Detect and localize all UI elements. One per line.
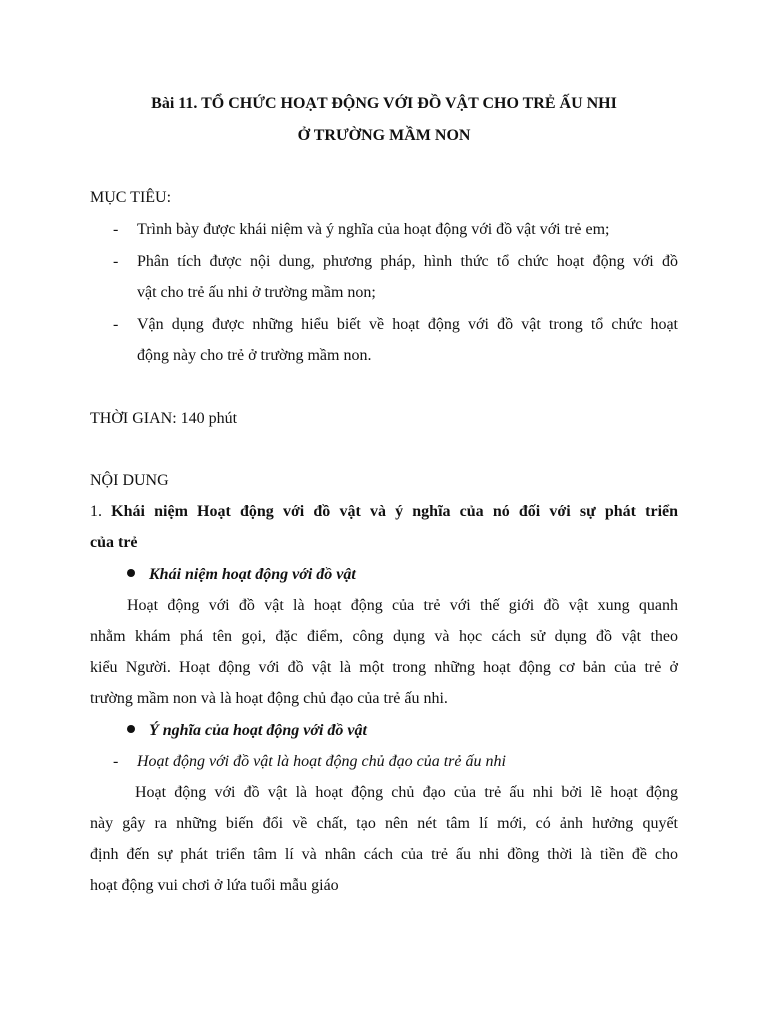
section-1-title: Khái niệm Hoạt động với đồ vật và ý nghĩa của nó đối với sự phát triển <box>111 503 679 520</box>
objective-1-dash: - <box>113 221 119 238</box>
objective-2-text-line-1: Phân tích được nội dung, phương pháp, hình thức tổ chức hoạt động với đồ <box>137 253 678 270</box>
paragraph-1-line-1: Hoạt động với đồ vật là hoạt động của trẻ với thế giới đồ vật xung quanh <box>127 597 678 614</box>
objective-3-text-line-2: động này cho trẻ ở trường mầm non. <box>137 347 372 364</box>
section-1-title-line-1 <box>90 502 678 522</box>
bullet-1-title: Khái niệm hoạt động với đồ vật <box>149 566 356 583</box>
objective-3-dash: - <box>113 316 119 333</box>
objectives-heading: MỤC TIÊU: <box>90 189 172 206</box>
objective-1-text: Trình bày được khái niệm và ý nghĩa của hoạt động với đồ vật với trẻ em; <box>137 221 610 238</box>
paragraph-2-line-1: Hoạt động với đồ vật là hoạt động chủ đạo của trẻ ấu nhi bởi lẽ hoạt động <box>135 784 678 801</box>
objective-3-text-line-1: Vận dụng được những hiểu biết về hoạt động với đồ vật trong tổ chức hoạt <box>137 316 678 333</box>
paragraph-2-line-2: này gây ra những biến đổi về chất, tạo nên nét tâm lí mới, có ảnh hưởng quyết <box>90 815 678 832</box>
lesson-title-line-2: Ở TRƯỜNG MẦM NON <box>297 127 471 144</box>
objective-2-dash: - <box>113 253 119 270</box>
bullet-icon <box>127 569 135 577</box>
paragraph-2-line-3: định đến sự phát triển tâm lí và nhân cách của trẻ ấu nhi đồng thời là tiền đề cho <box>90 846 678 863</box>
duration-text: THỜI GIAN: 140 phút <box>90 410 238 427</box>
paragraph-1-line-3: kiểu Người. Hoạt động với đồ vật là một trong những hoạt động cơ bản của trẻ ở <box>90 659 678 676</box>
lesson-title-line-1: Bài 11. TỔ CHỨC HOẠT ĐỘNG VỚI ĐỒ VẬT CHO TRẺ ẤU NHI <box>151 95 617 112</box>
sub-item-text: Hoạt động với đồ vật là hoạt động chủ đạo của trẻ ấu nhi <box>137 753 506 770</box>
bullet-icon <box>127 725 135 733</box>
content-heading: NỘI DUNG <box>90 472 169 489</box>
section-1-title-line-2: của trẻ <box>90 534 138 551</box>
objective-2-text-line-2: vật cho trẻ ấu nhi ở trường mầm non; <box>137 284 376 301</box>
bullet-2-title: Ý nghĩa của hoạt động với đồ vật <box>149 722 367 739</box>
section-1-number: 1. <box>90 503 102 520</box>
paragraph-1-line-4: trường mầm non và là hoạt động chủ đạo của trẻ ấu nhi. <box>90 690 448 707</box>
sub-item-dash: - <box>113 753 119 770</box>
paragraph-2-line-4: hoạt động vui chơi ở lứa tuổi mẫu giáo <box>90 877 339 894</box>
paragraph-1-line-2: nhằm khám phá tên gọi, đặc điểm, công dụng và học cách sử dụng đồ vật theo <box>90 628 678 645</box>
